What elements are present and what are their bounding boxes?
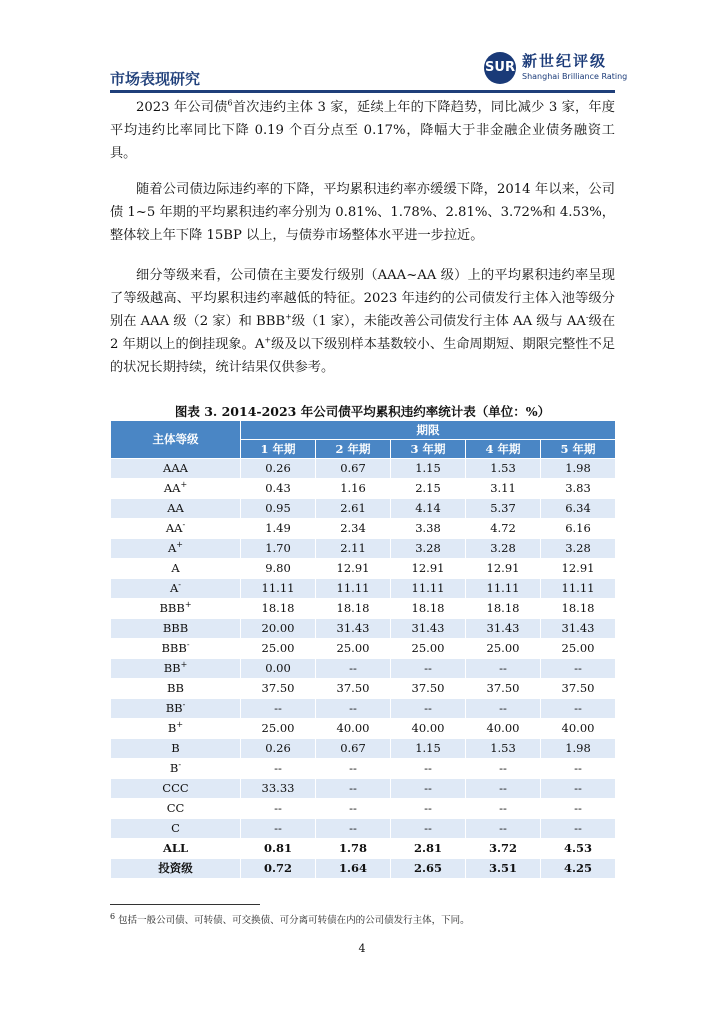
value-cell: 3.38 [391,519,466,539]
value-cell: -- [541,699,616,719]
value-cell: 1.53 [466,459,541,479]
header-period: 期限 [241,421,616,440]
value-cell: -- [316,699,391,719]
value-cell: 3.28 [391,539,466,559]
value-cell: 1.15 [391,739,466,759]
value-cell: 3.51 [466,859,541,879]
value-cell: 25.00 [241,719,316,739]
column-header: 2 年期 [316,440,391,459]
grade-cell: B- [111,759,241,779]
value-cell: 3.83 [541,479,616,499]
table-caption: 图表 3. 2014-2023 年公司债平均累积违约率统计表（单位：%） [174,404,551,419]
value-cell: 4.53 [541,839,616,859]
value-cell: 2.61 [316,499,391,519]
value-cell: -- [466,759,541,779]
value-cell: 31.43 [541,619,616,639]
footnote-text: 包括一般公司债、可转债、可交换债、可分离可转债在内的公司债发行主体，下同。 [118,915,470,926]
grade-cell: AA+ [111,479,241,499]
value-cell: 12.91 [316,559,391,579]
value-cell: 18.18 [241,599,316,619]
grade-cell: AAA [111,459,241,479]
value-cell: 40.00 [391,719,466,739]
value-cell: -- [466,779,541,799]
value-cell: -- [466,659,541,679]
grade-cell: B [111,739,241,759]
grade-cell: A+ [111,539,241,559]
value-cell: -- [541,799,616,819]
value-cell: 1.70 [241,539,316,559]
grade-cell: CC [111,799,241,819]
value-cell: 11.11 [391,579,466,599]
grade-cell: BBB [111,619,241,639]
value-cell: 25.00 [316,639,391,659]
grade-cell: BB- [111,699,241,719]
value-cell: -- [241,799,316,819]
paragraph-3 [110,264,615,379]
logo-emblem: SUR [484,52,516,84]
value-cell: 2.65 [391,859,466,879]
company-logo [484,50,634,90]
table-row [111,579,616,599]
value-cell: 6.34 [541,499,616,519]
p3-text-b: 级（1 家），未能改善公司债发行主体 AA 级与 AA [291,314,586,329]
grade-cell: ALL [111,839,241,859]
table-row [111,799,616,819]
table-row [111,619,616,639]
value-cell: 0.00 [241,659,316,679]
footnote-divider [110,904,260,905]
value-cell: -- [316,659,391,679]
value-cell: 1.98 [541,459,616,479]
header-divider [110,90,615,93]
value-cell: 2.11 [316,539,391,559]
value-cell: 0.72 [241,859,316,879]
value-cell: 6.16 [541,519,616,539]
value-cell: 31.43 [391,619,466,639]
value-cell: 37.50 [466,679,541,699]
header-grade: 主体等级 [111,421,241,459]
value-cell: 0.26 [241,739,316,759]
value-cell: 0.67 [316,459,391,479]
table-row [111,759,616,779]
table-row [111,499,616,519]
value-cell: -- [466,819,541,839]
value-cell: 11.11 [466,579,541,599]
column-header: 4 年期 [466,440,541,459]
table-row [111,539,616,559]
column-header: 3 年期 [391,440,466,459]
value-cell: 37.50 [391,679,466,699]
value-cell: 2.34 [316,519,391,539]
value-cell: 25.00 [391,639,466,659]
value-cell: -- [466,799,541,819]
paragraph-2 [110,178,615,247]
value-cell: -- [391,759,466,779]
table-row [111,779,616,799]
table-row [111,699,616,719]
value-cell: 40.00 [316,719,391,739]
value-cell: 2.81 [391,839,466,859]
value-cell: 9.80 [241,559,316,579]
value-cell: -- [316,779,391,799]
value-cell: -- [541,819,616,839]
value-cell: 4.25 [541,859,616,879]
value-cell: 5.37 [466,499,541,519]
grade-cell: AA- [111,519,241,539]
table-body [111,459,616,879]
column-header: 1 年期 [241,440,316,459]
p2-text: 随着公司债边际违约率的下降，平均累积违约率亦缓缓下降，2014 年以来，公司债 1~5 年期的平均累积违约率分别为 0.81%、1.78%、2.81%、3.72%和 4.53%，整体较上年下降 15BP 以上，与债券市场整体水平进一步拉近。 [110,182,615,243]
value-cell: 11.11 [316,579,391,599]
table-row [111,839,616,859]
value-cell: 4.72 [466,519,541,539]
value-cell: 1.49 [241,519,316,539]
section-title: 市场表现研究 [110,70,201,88]
value-cell: 1.64 [316,859,391,879]
table-row [111,459,616,479]
table-row [111,599,616,619]
grade-cell: AA [111,499,241,519]
value-cell: -- [541,659,616,679]
value-cell: 3.72 [466,839,541,859]
p1-text-b: 首次违约主体 3 家，延续上年的下降趋势，同比减少 3 家，年度平均违约比率同比下降 0.19 个百分点至 0.17%，降幅大于非金融企业债务融资工具。 [110,100,615,161]
value-cell: 3.28 [541,539,616,559]
value-cell: -- [241,699,316,719]
value-cell: 31.43 [316,619,391,639]
p3-text-c: 级在 2 年期以上的倒挂现象。A [110,314,616,352]
value-cell: -- [541,779,616,799]
value-cell: 0.43 [241,479,316,499]
value-cell: 11.11 [241,579,316,599]
value-cell: -- [316,759,391,779]
grade-cell: BB [111,679,241,699]
logo-english-name: Shanghai Brilliance Rating [522,72,628,81]
value-cell: -- [391,819,466,839]
value-cell: 3.11 [466,479,541,499]
table-row [111,479,616,499]
grade-cell: CCC [111,779,241,799]
value-cell: 2.15 [391,479,466,499]
table-row [111,739,616,759]
value-cell: 1.53 [466,739,541,759]
value-cell: 31.43 [466,619,541,639]
footnote [110,912,615,926]
value-cell: 0.26 [241,459,316,479]
value-cell: -- [391,659,466,679]
logo-chinese-name: 新世纪评级 [522,52,608,70]
value-cell: 20.00 [241,619,316,639]
value-cell: 25.00 [466,639,541,659]
value-cell: 37.50 [541,679,616,699]
table-row [111,559,616,579]
table-row [111,819,616,839]
value-cell: 18.18 [466,599,541,619]
p3-text-a: 细分等级来看，公司债在主要发行级别（AAA~AA 级）上的平均累积违约率呈现了等级越高、平均累积违约率越低的特征。2023 年违约的公司债发行主体入池等级分别在 AAA 级（2 家）和 BBB [110,268,615,329]
value-cell: 1.16 [316,479,391,499]
default-rate-table [110,420,616,879]
value-cell: 0.95 [241,499,316,519]
value-cell: 25.00 [541,639,616,659]
value-cell: -- [541,759,616,779]
p3-sup-3: + [264,335,272,345]
table-row [111,659,616,679]
value-cell: 33.33 [241,779,316,799]
value-cell: 0.67 [316,739,391,759]
grade-cell: A- [111,579,241,599]
value-cell: 40.00 [466,719,541,739]
table-row [111,679,616,699]
value-cell: 18.18 [541,599,616,619]
value-cell: 1.15 [391,459,466,479]
grade-cell: BBB- [111,639,241,659]
grade-cell: C [111,819,241,839]
p3-text-d: 级及以下级别样本基数较小、生命周期短、期限完整性不足的状况长期持续，统计结果仅供参考。 [110,337,616,375]
value-cell: 12.91 [466,559,541,579]
value-cell: 11.11 [541,579,616,599]
value-cell: 18.18 [391,599,466,619]
value-cell: -- [316,799,391,819]
value-cell: 37.50 [316,679,391,699]
p1-text-a: 2023 年公司债 [136,100,228,115]
grade-cell: B+ [111,719,241,739]
grade-cell: A [111,559,241,579]
value-cell: -- [391,779,466,799]
value-cell: 4.14 [391,499,466,519]
grade-cell: 投资级 [111,859,241,879]
value-cell: 1.78 [316,839,391,859]
value-cell: 0.81 [241,839,316,859]
value-cell: 3.28 [466,539,541,559]
value-cell: 12.91 [541,559,616,579]
value-cell: 1.98 [541,739,616,759]
footnote-marker: 6 [110,911,116,921]
table-row [111,859,616,879]
value-cell: -- [316,819,391,839]
grade-cell: BBB+ [111,599,241,619]
table-row [111,639,616,659]
value-cell: -- [241,759,316,779]
value-cell: -- [391,699,466,719]
value-cell: -- [466,699,541,719]
value-cell: 40.00 [541,719,616,739]
p3-sup-2: - [585,312,589,322]
grade-cell: BB+ [111,659,241,679]
p3-sup-1: + [285,312,292,322]
value-cell: 25.00 [241,639,316,659]
value-cell: 37.50 [241,679,316,699]
column-header: 5 年期 [541,440,616,459]
table-row [111,519,616,539]
value-cell: -- [241,819,316,839]
table-row [111,719,616,739]
footnote-ref[interactable]: 6 [227,98,233,108]
value-cell: -- [391,799,466,819]
value-cell: 18.18 [316,599,391,619]
paragraph-1 [110,96,615,165]
value-cell: 12.91 [391,559,466,579]
page-number: 4 [358,942,366,955]
